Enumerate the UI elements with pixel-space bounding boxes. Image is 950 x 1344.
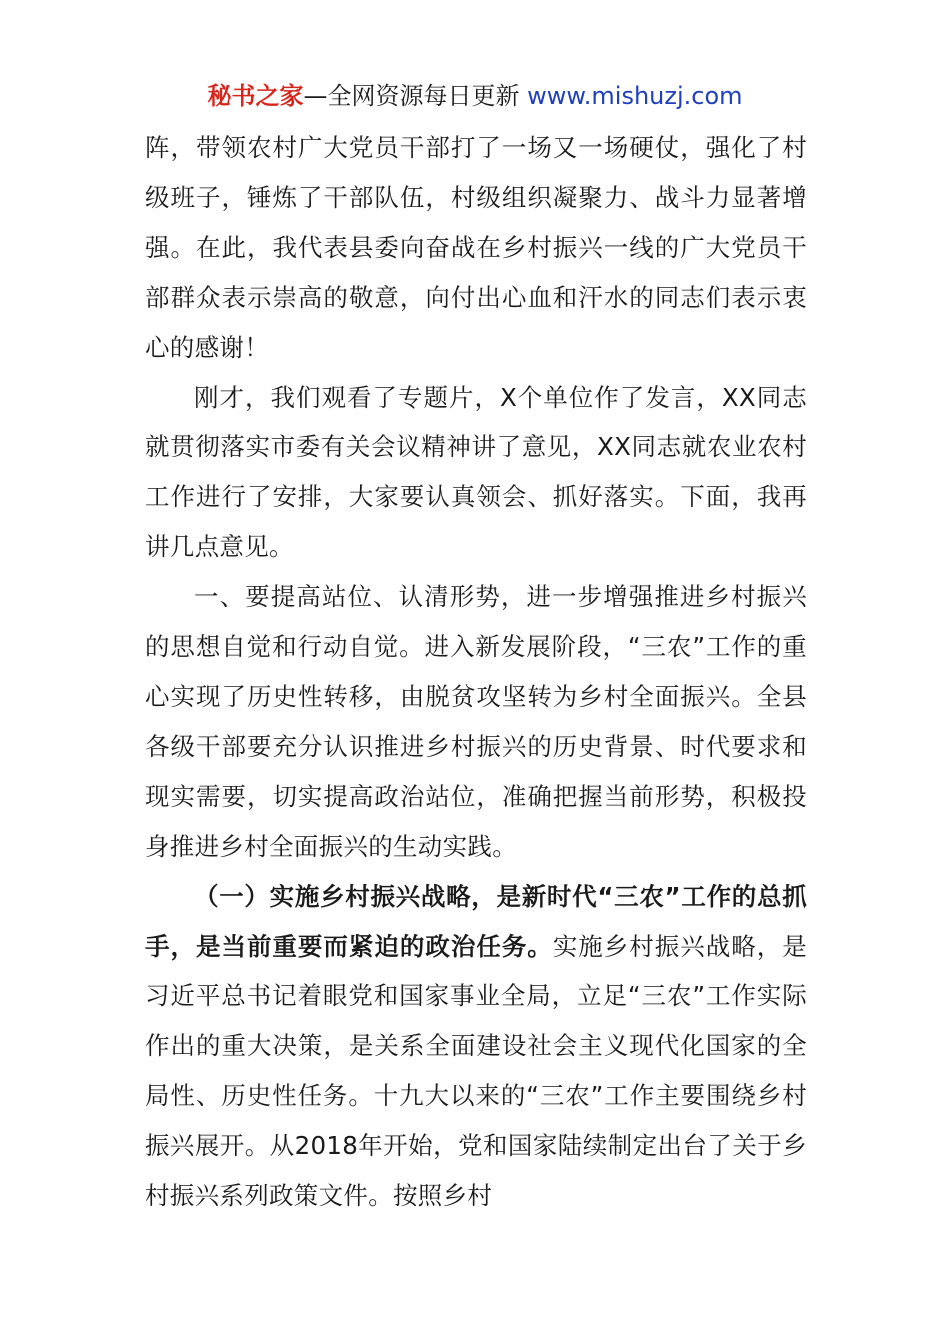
brand-name: 秘书之家 [207, 82, 304, 110]
site-header [0, 80, 950, 112]
header-tagline: —全网资源每日更新 [303, 82, 528, 110]
paragraph-subsection-one [145, 872, 807, 1221]
subsection-text: 实施乡村振兴战略，是习近平总书记着眼党和国家事业全局，立足“三农”工作实际作出的重大决策，是关系全面建设社会主义现代化国家的全局性、历史性任务。十九大以来的“三农”工作主要围绕乡村振兴展开。从2018年开始，党和国家陆续制定出台了关于乡村振兴系列政策文件。按照乡村 [145, 931, 807, 1211]
paragraph-section-one: 一、要提高站位、认清形势，进一步增强推进乡村振兴的思想自觉和行动自觉。进入新发展阶段，“三农”工作的重心实现了历史性转移，由脱贫攻坚转为乡村全面振兴。全县各级干部要充分认识推进乡村振兴的历史背景、时代要求和现实需要，切实提高政治站位，准确把握当前形势，积极投身推进乡村全面振兴的生动实践。 [145, 582, 807, 861]
paragraph-meeting-summary: 刚才，我们观看了专题片，X个单位作了发言，XX同志就贯彻落实市委有关会议精神讲了意见，XX同志就农业农村工作进行了安排，大家要认真领会、抓好落实。下面，我再讲几点意见。 [145, 382, 807, 562]
document-body [145, 123, 807, 1221]
site-url-link[interactable]: www.mishuzj.com [527, 82, 743, 110]
subsection-heading: （一）实施乡村振兴战略，是新时代“三农”工作的总抓手，是当前重要而紧迫的政治任务。 [145, 881, 807, 961]
paragraph-continuation: 阵，带领农村广大党员干部打了一场又一场硬仗，强化了村级班子，锤炼了干部队伍，村级组织凝聚力、战斗力显著增强。在此，我代表县委向奋战在乡村振兴一线的广大党员干部群众表示崇高的敬意，向付出心血和汗水的同志们表示衷心的感谢！ [145, 133, 807, 362]
